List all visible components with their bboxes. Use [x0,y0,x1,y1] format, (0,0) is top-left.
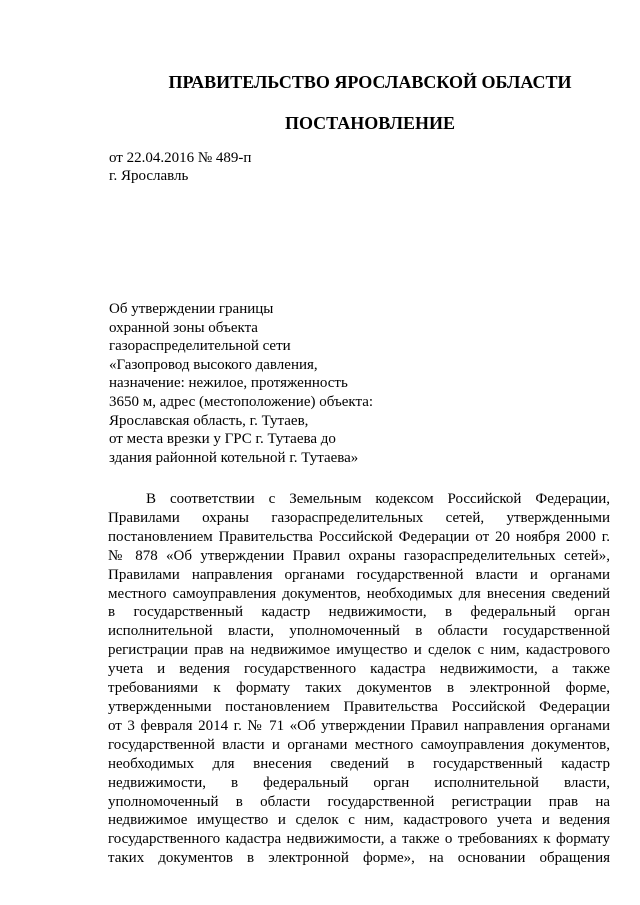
body-line: недвижимое имущество и сделок с ним, кадастрового учета и ведения [108,812,610,829]
body-paragraph [108,490,610,868]
body-line: таких документов в электронной форме», на основании обращения [108,850,610,867]
body-line: в государственный кадастр недвижимости, в федеральный орган [108,604,610,621]
body-line: государственного кадастра недвижимости, а также о требованиях к формату [108,831,610,848]
body-line: уполномоченный в области государственной регистрации прав на [108,793,610,810]
date-number-line: от 22.04.2016 № 489-п [109,150,252,166]
subject-line: «Газопровод высокого давления, [109,356,318,373]
subject-line: от места врезки у ГРС г. Тутаева до [109,431,336,448]
subject-line: Ярославская область, г. Тутаев, [109,412,309,429]
body-line: исполнительной власти, уполномоченный в области государственной [108,623,610,640]
government-title: ПРАВИТЕЛЬСТВО ЯРОСЛАВСКОЙ ОБЛАСТИ [168,72,572,92]
body-line: постановлением Правительства Российской Федерации от 20 ноября 2000 г. [108,528,610,545]
city-line: г. Ярославль [109,168,189,184]
subject-line: здания районной котельной г. Тутаева» [109,449,359,466]
body-line: необходимых для внесения сведений в государственный кадастр [108,755,610,772]
body-line: государственной власти и органами местного самоуправления документов, [108,736,610,753]
body-line: В соответствии с Земельным кодексом Российской Федерации, [146,491,610,507]
subject-block [109,300,373,467]
body-line: утвержденными постановлением Правительства Российской Федерации [108,698,610,715]
body-line: учета и ведения государственного кадастра недвижимости, а также [108,661,610,678]
body-line: местного самоуправления документов, необходимых для внесения сведений [108,585,610,602]
body-line: от 3 февраля 2014 г. № 71 «Об утверждении Правил направления органами [108,717,610,734]
body-line: Правилами охраны газораспределительных сетей, утвержденными [108,509,610,526]
body-line: № 878 «Об утверждении Правил охраны газораспределительных сетей», [108,547,610,564]
subject-line: 3650 м, адрес (местоположение) объекта: [109,393,374,410]
subject-line: назначение: нежилое, протяженность [109,375,348,392]
body-line: Правилами направления органами государственной власти и органами [108,566,610,583]
subject-line: газораспределительной сети [109,338,291,355]
subject-line: охранной зоны объекта [109,319,258,336]
subject-line: Об утверждении границы [109,301,274,317]
body-line: регистрации прав на недвижимое имущество и сделок с ним, кадастрового [108,642,610,659]
body-line: требованиями к формату таких документов в электронной форме, [108,680,610,697]
body-line: недвижимости, в федеральный орган исполнительной власти, [108,774,610,791]
document-type-title: ПОСТАНОВЛЕНИЕ [284,113,456,133]
